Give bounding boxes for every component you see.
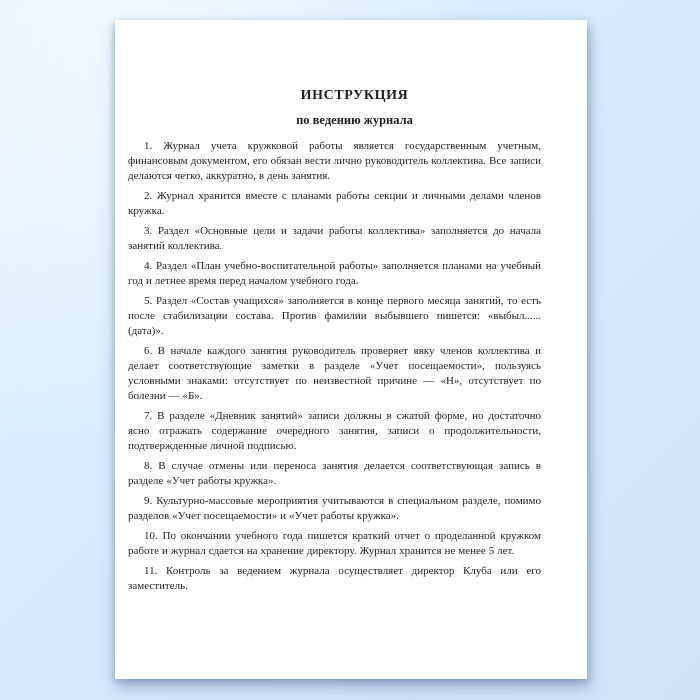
instruction-paragraph-4: 4. Раздел «План учебно-воспитательной работы» заполняется планами на учебный год и летнее время перед началом учебного года. — [128, 260, 541, 287]
instruction-paragraph-3: 3. Раздел «Основные цели и задачи работы коллектива» заполняется до начала занятий коллектива. — [128, 225, 541, 252]
instruction-paragraph-9: 9. Культурно-массовые мероприятия учитываются в специальном разделе, помимо разделов «Учет посещаемости» и «Учет работы кружка». — [128, 495, 541, 522]
instruction-paragraph-2: 2. Журнал хранится вместе с планами работы секции и личными делами членов кружка. — [128, 190, 541, 217]
document-title: ИНСТРУКЦИЯ — [300, 88, 409, 103]
document-page — [115, 20, 587, 679]
instruction-paragraph-10: 10. По окончании учебного года пишется краткий отчет о проделанной кружком работе и журнал сдается на хранение директору. Журнал хранится не менее 5 лет. — [128, 530, 541, 557]
instruction-paragraph-7: 7. В разделе «Дневник занятий» записи должны в сжатой форме, но достаточно ясно отражать содержание очередного занятия, записи о продолжительности, подтвержденные личной подписью. — [128, 410, 541, 452]
instruction-paragraph-1: 1. Журнал учета кружковой работы является государственным учетным, финансовым документом, его обязан вести лично руководитель коллектива. Все записи делаются четко, аккуратно, в день занятия. — [128, 140, 541, 182]
instruction-paragraph-11: 11. Контроль за ведением журнала осуществляет директор Клуба или его заместитель. — [128, 565, 541, 592]
document-body — [128, 139, 541, 594]
document-subtitle: по ведению журнала — [296, 113, 413, 127]
instruction-paragraph-6: 6. В начале каждого занятия руководитель проверяет явку членов коллектива и делает соответствующие заметки в разделе «Учет посещаемости», пользуясь условными знаками: отсутствует по неизвестной причине — «Н», отсутствует по болезни — «Б». — [128, 345, 541, 402]
document-header — [128, 88, 541, 128]
instruction-paragraph-8: 8. В случае отмены или переноса занятия делается соответствующая запись в разделе «Учет работы кружка». — [128, 460, 541, 487]
instruction-paragraph-5: 5. Раздел «Состав учащихся» заполняется в конце первого месяца занятий, то есть после стабилизации состава. Против фамилии выбывшего пишется: «выбыл...... (дата)». — [128, 295, 541, 337]
